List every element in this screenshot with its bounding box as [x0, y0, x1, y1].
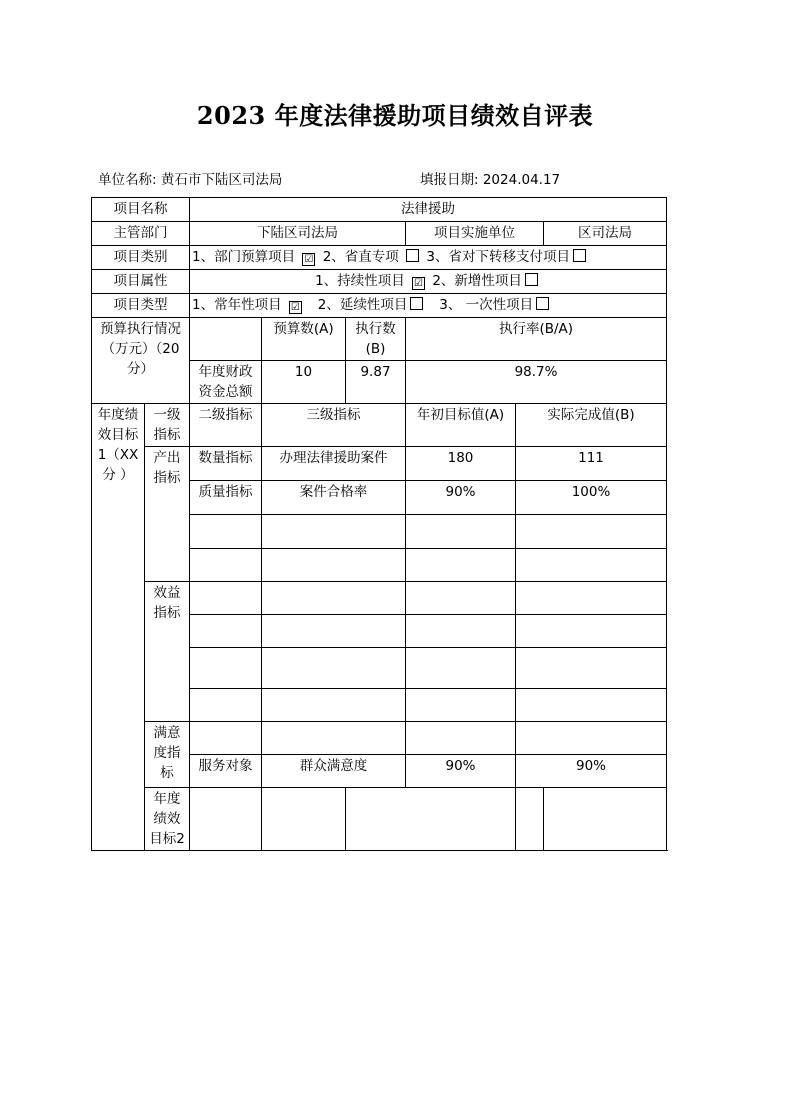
category-options [190, 246, 667, 270]
checkbox-empty-icon[interactable] [536, 297, 549, 310]
type-1: 1、常年性项目 [192, 297, 282, 313]
budget-col-b: 执行数(B) [346, 318, 406, 361]
col-level2: 二级指标 [190, 404, 262, 447]
attribute-label: 项目属性 [92, 270, 190, 294]
output-actual: 111 [516, 447, 667, 481]
checkbox-checked-icon[interactable]: ☑ [289, 301, 302, 314]
goal1-label: 年度绩效目标1（XX分 ） [92, 404, 145, 851]
output-actual: 100% [516, 481, 667, 515]
report-date: 填报日期: 2024.04.17 [420, 172, 561, 188]
goal2-label: 年度绩效目标2 [145, 788, 190, 851]
satisfaction-l2: 服务对象 [190, 755, 262, 788]
output-label: 产出指标 [145, 447, 190, 582]
col-level3: 三级指标 [262, 404, 406, 447]
attribute-1: 1、持续性项目 [315, 273, 405, 289]
checkbox-empty-icon[interactable] [525, 273, 538, 286]
row-goal-header [92, 404, 667, 447]
row-budget-header [92, 318, 667, 361]
fund-rate: 98.7% [406, 361, 667, 404]
output-l3: 办理法律援助案件 [262, 447, 406, 481]
page-title: 2023 年度法律援助项目绩效自评表 [196, 101, 594, 130]
category-3: 3、省对下转移支付项目 [426, 249, 570, 265]
satisfaction-actual: 90% [516, 755, 667, 788]
budget-col-a: 预算数(A) [262, 318, 346, 361]
fund-label: 年度财政资金总额 [190, 361, 262, 404]
budget-empty [190, 318, 262, 361]
row-department [92, 222, 667, 246]
category-label: 项目类别 [92, 246, 190, 270]
table-row [92, 788, 667, 851]
output-l2: 数量指标 [190, 447, 262, 481]
output-l2: 质量指标 [190, 481, 262, 515]
table-row [92, 447, 667, 481]
col-actual: 实际完成值(B) [516, 404, 667, 447]
col-target: 年初目标值(A) [406, 404, 516, 447]
budget-label: 预算执行情况（万元）（20分） [92, 318, 190, 404]
dept-value: 下陆区司法局 [190, 222, 406, 246]
table-row [92, 582, 667, 615]
row-project-name [92, 198, 667, 222]
category-2: 2、省直专项 [322, 249, 399, 265]
impl-value: 区司法局 [544, 222, 667, 246]
dept-label: 主管部门 [92, 222, 190, 246]
satisfaction-target: 90% [406, 755, 516, 788]
row-type [92, 294, 667, 318]
budget-col-rate: 执行率(B/A) [406, 318, 667, 361]
checkbox-empty-icon[interactable] [573, 249, 586, 262]
checkbox-checked-icon[interactable]: ☑ [412, 277, 425, 290]
row-category [92, 246, 667, 270]
output-target: 90% [406, 481, 516, 515]
type-label: 项目类型 [92, 294, 190, 318]
col-level1: 一级指标 [145, 404, 190, 447]
checkbox-checked-icon[interactable]: ☑ [302, 253, 315, 266]
evaluation-table [91, 197, 667, 851]
output-l3: 案件合格率 [262, 481, 406, 515]
satisfaction-label: 满意度指标 [145, 722, 190, 788]
fund-b: 9.87 [346, 361, 406, 404]
table-row [92, 722, 667, 755]
unit-name: 单位名称: 黄石市下陆区司法局 [98, 172, 283, 188]
output-target: 180 [406, 447, 516, 481]
benefit-label: 效益指标 [145, 582, 190, 722]
attribute-2: 2、新增性项目 [432, 273, 522, 289]
row-attribute [92, 270, 667, 294]
satisfaction-l3: 群众满意度 [262, 755, 406, 788]
attribute-options [190, 270, 667, 294]
type-2: 2、延续性项目 [317, 297, 408, 313]
checkbox-empty-icon[interactable] [410, 297, 423, 310]
impl-label: 项目实施单位 [406, 222, 544, 246]
project-name-value: 法律援助 [190, 198, 667, 222]
category-1: 1、部门预算项目 [192, 249, 296, 265]
project-name-label: 项目名称 [92, 198, 190, 222]
type-options [190, 294, 667, 318]
type-3: 3、 一次性项目 [439, 297, 534, 313]
checkbox-empty-icon[interactable] [406, 249, 419, 262]
fund-a: 10 [262, 361, 346, 404]
